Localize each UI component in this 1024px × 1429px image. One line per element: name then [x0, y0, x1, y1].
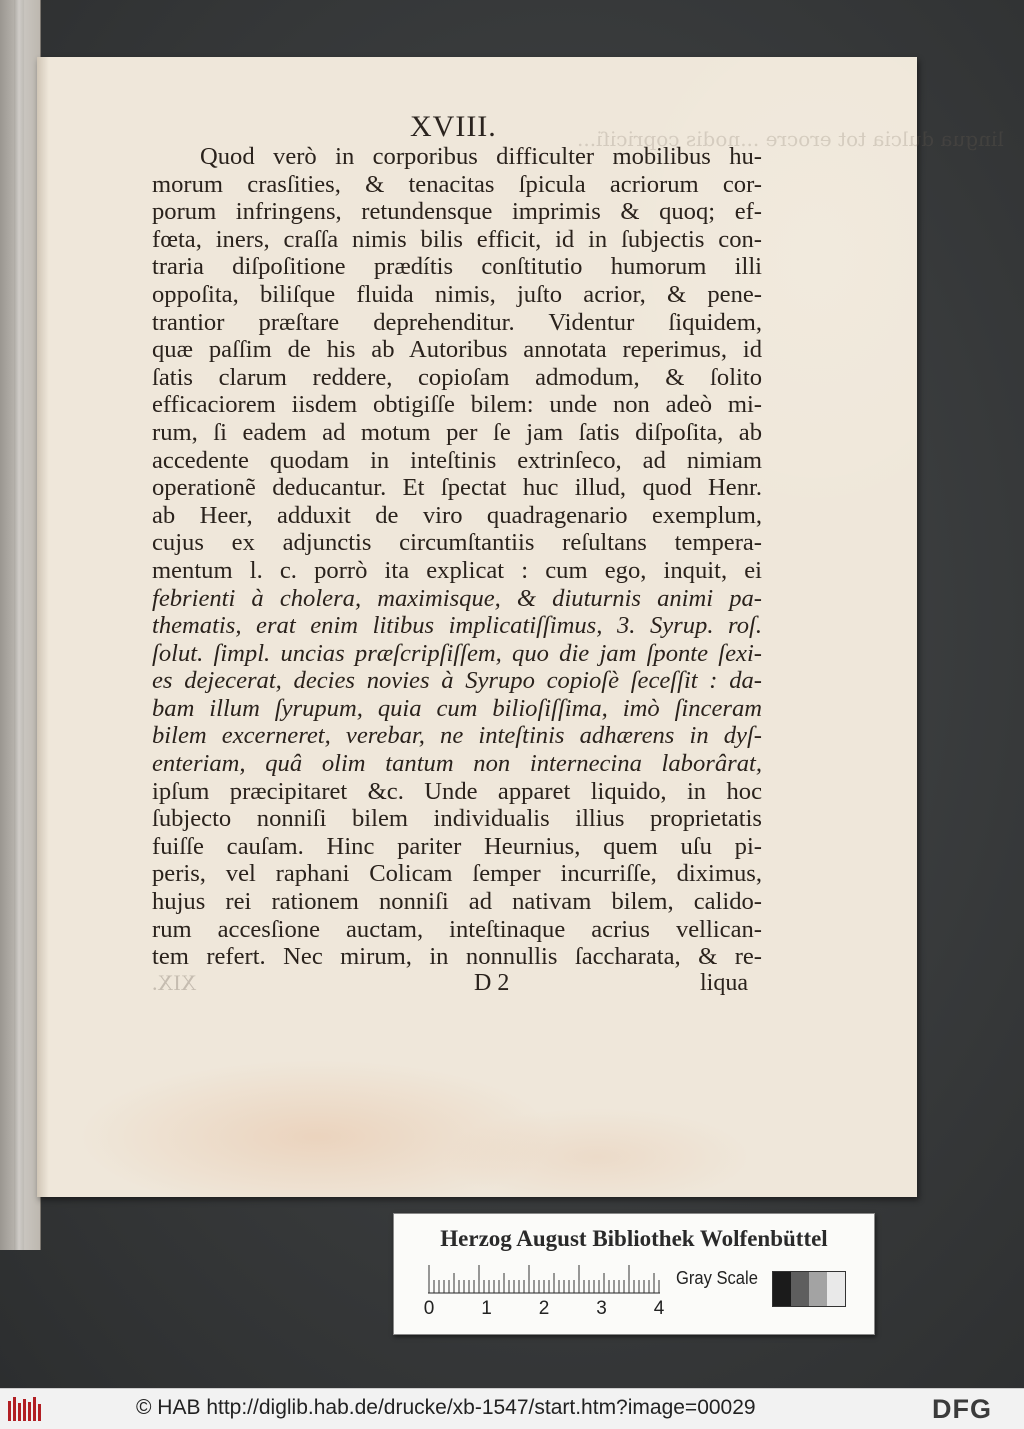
library-name: Herzog August Bibliothek Wolfenbüttel [440, 1226, 828, 1251]
text-line: bam illum ſyrupum, quia cum bilioſiſſima, imò ſinceram [152, 694, 762, 722]
ruler-number: 2 [538, 1298, 550, 1319]
text-line: efficaciorem iisdem obtigiſſe bilem: unde non adeò mi- [152, 391, 762, 419]
text-line: ſolut. ſimpl. uncias præſcripſiſſem, quo die jam ſponte ſexi- [152, 639, 762, 667]
gray-swatch [773, 1272, 791, 1306]
adjacent-page-edge [0, 0, 41, 1250]
ruler-number: 1 [481, 1298, 492, 1319]
text-line: bilem excerneret, verebar, ne inteſtinis adhærens in dyſ- [152, 722, 762, 750]
text-line: Quod verò in corporibus difficulter mobilibus hu- [200, 143, 762, 170]
barcode-logo-icon [8, 1397, 42, 1421]
library-label-card [393, 1213, 875, 1335]
text-line: enteriam, quâ olim tantum non internecina laborârat, [152, 750, 762, 778]
gray-scale-swatches [772, 1271, 846, 1307]
text-line: ſubjecto nonniſi bilem individualis illius proprietatis [152, 805, 762, 833]
gray-swatch [791, 1272, 809, 1306]
text-line: fuiſſe cauſam. Hinc pariter Heurnius, quem uſu pi- [152, 832, 762, 860]
copyright-link[interactable]: © HAB http://diglib.hab.de/drucke/xb-1547/start.htm?image=00029 [136, 1396, 756, 1419]
section-number: XVIII. [410, 110, 497, 143]
text-line: rum accesſione auctam, inteſtinaque acrius vellican- [152, 915, 762, 943]
text-line: ab Heer, adduxit de viro quadragenario exemplum, [152, 501, 762, 529]
page-gutter-shadow [37, 57, 49, 1197]
gray-scale-label: Gray Scale [676, 1268, 758, 1288]
measurement-ruler [428, 1264, 660, 1294]
signature-mark: D 2 [474, 970, 510, 996]
gray-swatch [827, 1272, 845, 1306]
page-body-text [152, 143, 762, 971]
text-line: ipſum præcipitaret &c. Unde apparet liquido, in hoc [152, 777, 762, 805]
text-line: morum crasſities, & tenacitas ſpicula acriorum cor- [152, 170, 762, 198]
bleed-through-text: lingua dulcia tot erocre ...nodis copriciſi... [577, 127, 1004, 151]
ruler-number: 0 [423, 1298, 435, 1319]
text-line: febrienti à cholera, maximisque, & diuturnis animi pa- [152, 584, 762, 612]
ruler-number: 4 [653, 1298, 665, 1319]
text-line: tem refert. Nec mirum, in nonnullis ſaccharata, & re- [152, 943, 762, 971]
text-line: quæ paſſim de his ab Autoribus annotata reperimus, id [152, 336, 762, 364]
text-line: oppoſita, biliſque fluida nimis, juſto acrior, & pene- [152, 280, 762, 308]
text-line: accedente quodam in inteſtinis extrinſeco, ad nimiam [152, 446, 762, 474]
catchword: liqua [700, 970, 748, 996]
text-line: traria diſpoſitione prædítis conſtitutio humorum illi [152, 253, 762, 281]
text-line: thematis, erat enim litibus implicatiſſimus, 3. Syrup. roſ. [152, 612, 762, 640]
text-line: fœta, iners, craſſa nimis bilis efficit, id in ſubjectis con- [152, 225, 762, 253]
bleed-through-section-number: XIX. [152, 970, 197, 995]
text-line: es dejecerat, decies novies à Syrupo copioſè ſeceſſit : da- [152, 667, 762, 695]
text-line: operationẽ deducantur. Et ſpectat huc illud, quod Henr. [152, 474, 762, 502]
gray-swatch [809, 1272, 827, 1306]
ruler-number: 3 [596, 1298, 607, 1319]
text-line: rum, ſi eadem ad motum per ſe jam ſatis diſpoſita, ab [152, 418, 762, 446]
text-line: hujus rei rationem nonniſi ad nativam bilem, calido- [152, 888, 762, 916]
text-line: peris, vel raphani Colicam ſemper incurriſſe, diximus, [152, 860, 762, 888]
dfg-logo: DFG [932, 1394, 992, 1424]
text-line: mentum l. c. porrò ita explicat : cum ego, inquit, ei [152, 556, 762, 584]
page-footer-line [152, 970, 752, 1000]
footer-bar [0, 1388, 1024, 1429]
text-line: ſatis clarum reddere, copioſam admodum, & ſolito [152, 363, 762, 391]
text-line: porum infringens, retundensque imprimis & quoq; ef- [152, 198, 762, 226]
text-line: cujus ex adjunctis circumſtantiis reſultans tempera- [152, 529, 762, 557]
text-line: trantior præſtare deprehenditur. Videntur ſiquidem, [152, 308, 762, 336]
